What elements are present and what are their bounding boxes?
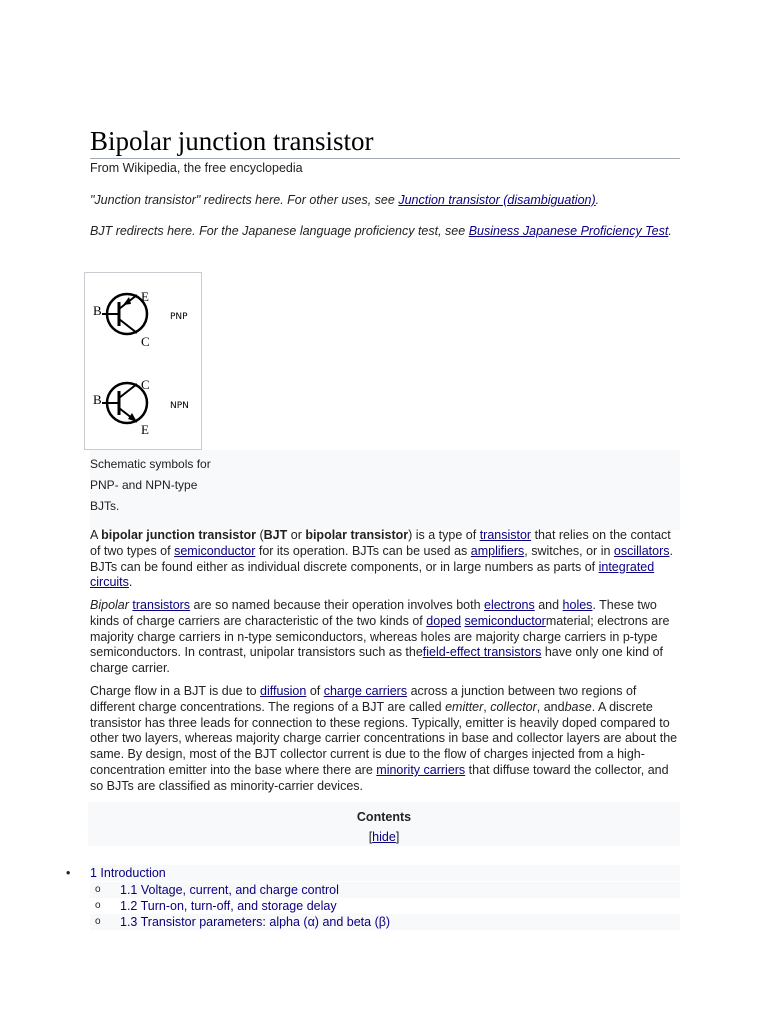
bullet-icon: • xyxy=(66,866,71,880)
toc-item-label: 1 Introduction xyxy=(90,866,166,880)
circle-bullet-icon: o xyxy=(95,884,101,895)
text: across a junction between two regions of different charge concentrations. The regions of a BJT are called xyxy=(90,684,637,714)
link-electrons[interactable]: electrons xyxy=(484,598,535,612)
text: , switches, or in xyxy=(524,543,614,558)
link-semiconductor[interactable]: semiconductor xyxy=(174,543,256,558)
italic-term: collector xyxy=(490,699,537,714)
toc-title: Contents xyxy=(356,810,412,824)
npn-symbol xyxy=(93,377,189,437)
toc-item-label: 1.3 Transistor parameters: alpha (α) and beta (β) xyxy=(120,915,391,929)
text: . xyxy=(128,575,133,590)
text: of xyxy=(306,684,324,698)
figure-caption xyxy=(90,450,680,530)
table-of-contents xyxy=(88,802,680,846)
bold-term: bipolar junction transistor xyxy=(101,528,256,542)
npn-label: NPN xyxy=(170,401,189,411)
text: that diffuse toward the collector, and so BJTs are classified as minority-carrier devices. xyxy=(90,762,669,793)
text: or xyxy=(287,528,306,542)
hatnote-junction xyxy=(90,191,680,210)
text: for its operation. BJTs can be used as xyxy=(255,543,471,558)
pnp-letter-e: E xyxy=(141,289,149,304)
link-charge-carriers[interactable]: charge carriers xyxy=(323,684,408,698)
text: material; electrons are majority charge carriers in n-type semiconductors, whereas holes are majority charge carriers in p-type semiconductors. In contrast, unipolar transistors such as the xyxy=(90,613,670,660)
toc-item-label: 1.2 Turn-on, turn-off, and storage delay xyxy=(120,899,337,913)
link-business-japanese[interactable]: Business Japanese Proficiency Test xyxy=(468,224,669,238)
link-oscillators[interactable]: oscillators xyxy=(613,543,670,558)
toc-item-1-1[interactable] xyxy=(90,882,680,898)
pnp-letter-b: B xyxy=(93,303,102,318)
transistor-symbols-image xyxy=(85,273,201,449)
link-amplifiers[interactable]: amplifiers xyxy=(470,543,525,558)
toc-item-1-2[interactable] xyxy=(90,898,680,914)
bracket: [ xyxy=(368,830,373,844)
link-holes[interactable]: holes xyxy=(562,598,593,612)
pnp-symbol xyxy=(93,289,188,349)
pnp-letter-c: C xyxy=(141,334,150,349)
pnp-label: PNP xyxy=(170,312,188,322)
toc-item-1[interactable] xyxy=(66,865,680,881)
hatnote-text: BJT redirects here. For the Japanese language proficiency test, see xyxy=(90,224,469,238)
text: A xyxy=(90,528,102,542)
transistor-symbols-figure[interactable] xyxy=(84,272,202,450)
npn-letter-e: E xyxy=(141,422,149,437)
page-subtitle: From Wikipedia, the free encyclopedia xyxy=(90,161,303,175)
caption-line: Schematic symbols for xyxy=(90,457,211,471)
hatnote-text: "Junction transistor" redirects here. For other uses, see xyxy=(90,193,399,207)
text: , xyxy=(483,699,491,714)
caption-line: PNP- and NPN-type xyxy=(90,478,198,492)
text: are so named because their operation involves both xyxy=(190,598,484,612)
text: ( xyxy=(256,528,264,542)
text: Charge flow in a BJT is due to xyxy=(90,684,260,698)
link-diffusion[interactable]: diffusion xyxy=(260,684,307,698)
hatnote-text: . xyxy=(595,193,600,207)
text: , and xyxy=(536,699,565,714)
text: . These two kinds of charge carriers are characteristic of the two kinds of xyxy=(90,598,657,628)
page-title: Bipolar junction transistor xyxy=(90,124,680,159)
link-minority-carriers[interactable]: minority carriers xyxy=(376,762,466,777)
text: that relies on the contact of two types of xyxy=(90,528,671,558)
toc-item-1-3[interactable] xyxy=(90,914,680,930)
italic-term: base xyxy=(564,699,592,714)
text: ) is a type of xyxy=(408,528,480,542)
npn-letter-c: C xyxy=(141,377,150,392)
toc-item-label: 1.1 Voltage, current, and charge control xyxy=(120,883,339,897)
text: and xyxy=(534,598,563,612)
text: . A discrete transistor has three leads for connection to these regions. Typically, emitter is heavily doped compared to other two layers, whereas majority charge carrier concentrations in base and collector layers are about the same. By design, most of the BJT collector current is due to the flow of charges injected from a high-concentration emitter into the base where there are xyxy=(90,699,678,777)
bold-term: bipolar transistor xyxy=(305,528,409,542)
link-integrated-circuits[interactable]: integrated circuits xyxy=(90,559,655,590)
bold-term: BJT xyxy=(263,528,288,542)
toc-hide-control xyxy=(88,824,680,844)
bracket: ] xyxy=(395,830,400,844)
text: . BJTs can be found either as individual discrete components, or in large numbers as parts of xyxy=(90,543,673,574)
link-field-effect-transistors[interactable]: field-effect transistors xyxy=(422,645,542,660)
italic-term: emitter xyxy=(445,699,484,714)
circle-bullet-icon: o xyxy=(95,916,101,927)
link-semiconductor-2[interactable]: semiconductor xyxy=(464,613,546,628)
intro-paragraph-2 xyxy=(90,598,680,677)
circle-bullet-icon: o xyxy=(95,900,101,911)
caption-line: BJTs. xyxy=(90,499,120,513)
intro-paragraph-3 xyxy=(90,684,680,795)
text: have only one kind of charge carrier. xyxy=(90,645,663,676)
italic-term: Bipolar xyxy=(90,598,129,612)
npn-letter-b: B xyxy=(93,392,102,407)
toc-hide-link[interactable]: hide xyxy=(372,830,396,844)
hatnote-bjt xyxy=(90,222,680,241)
link-transistor[interactable]: transistor xyxy=(479,528,532,542)
intro-paragraph-1 xyxy=(90,528,680,591)
hatnote-text: . xyxy=(668,224,672,238)
link-junction-disambiguation[interactable]: Junction transistor (disambiguation) xyxy=(398,193,596,207)
link-transistors[interactable]: transistors xyxy=(132,598,191,612)
link-doped[interactable]: doped xyxy=(426,613,462,628)
